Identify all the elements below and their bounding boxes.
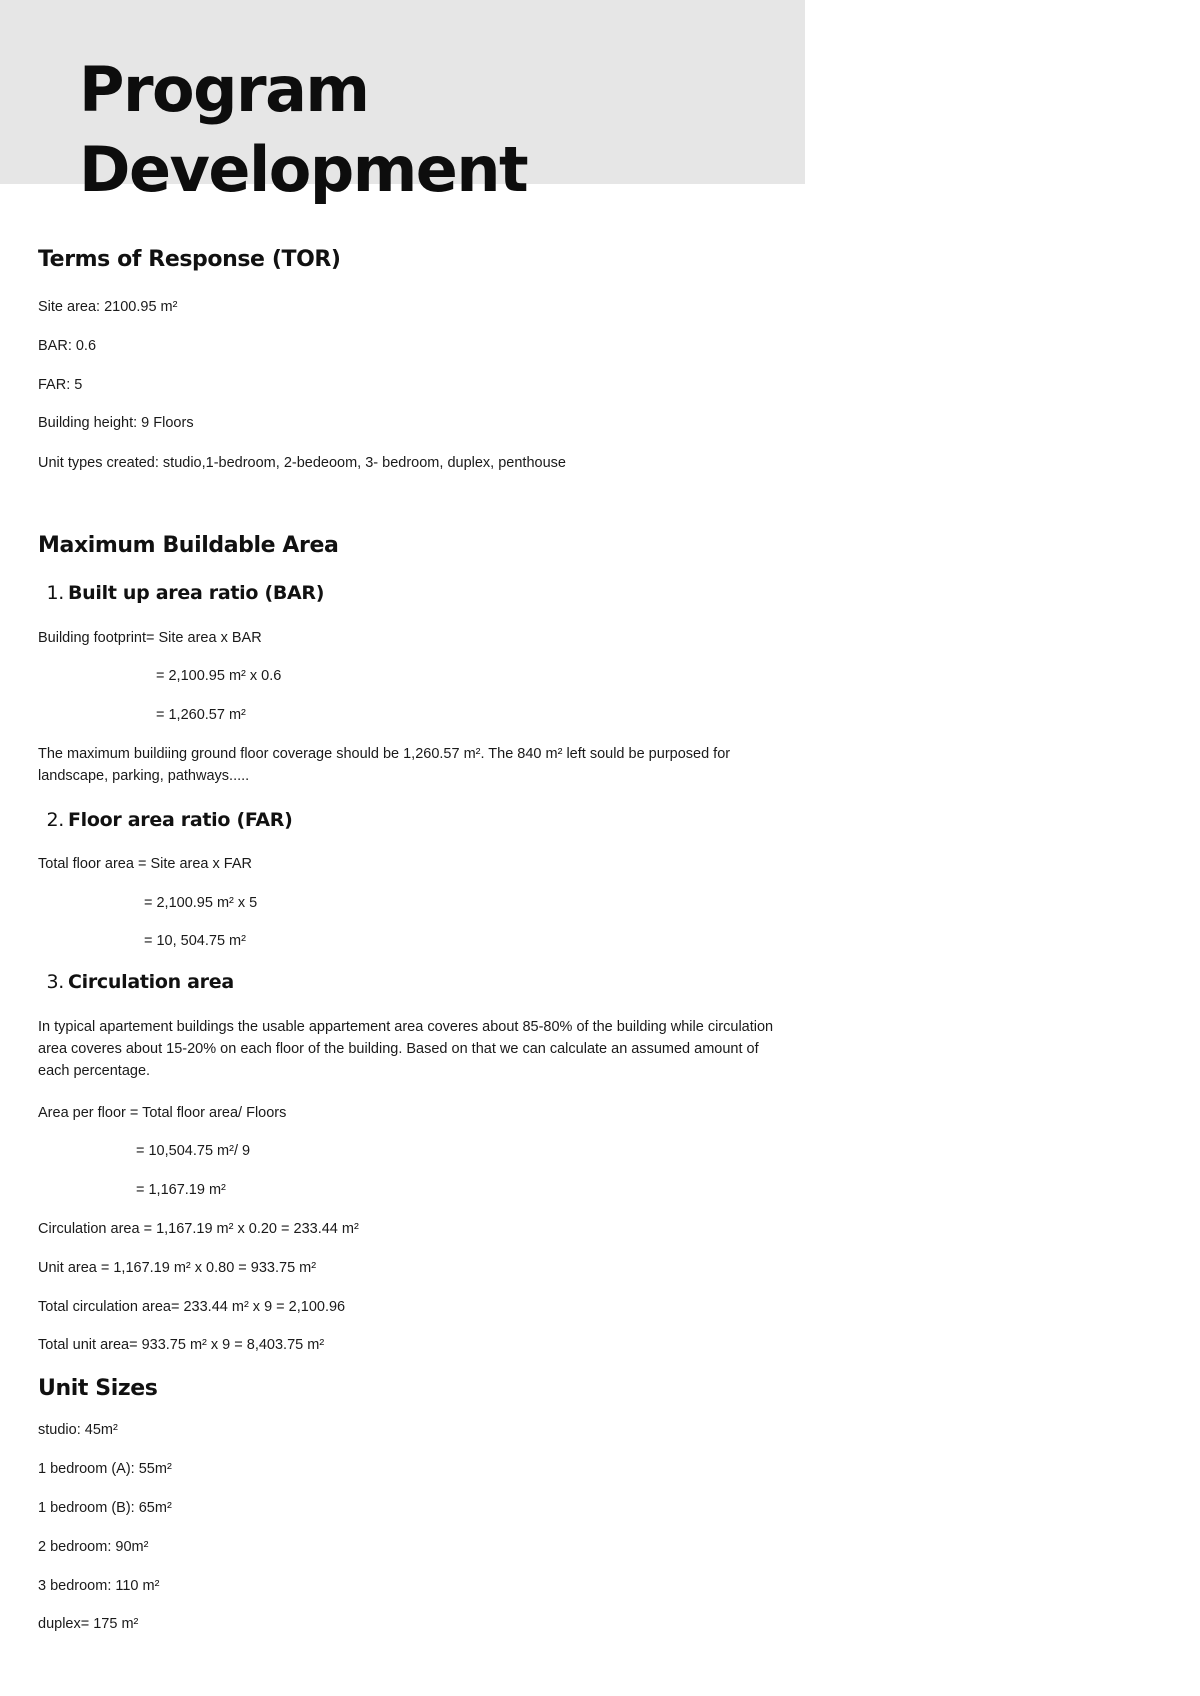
unit-area-calc: Unit area = 1,167.19 m² x 0.80 = 933.75 m² bbox=[38, 1260, 317, 1276]
unit-size-item: 3 bedroom: 110 m² bbox=[38, 1578, 160, 1594]
circulation-section-heading bbox=[32, 969, 234, 995]
circulation-intro: In typical apartement buildings the usable appartement area coveres about 85-80% of the building while circulation area coveres about 15-20% on each floor of the building. Based on that we can calculate an assumed amount of each percentage. bbox=[38, 1019, 774, 1079]
max-buildable-heading: Maximum Buildable Area bbox=[38, 533, 339, 558]
unit-size-item: 1 bedroom (A): 55m² bbox=[38, 1461, 172, 1477]
total-unit-calc: Total unit area= 933.75 m² x 9 = 8,403.75 m² bbox=[38, 1337, 325, 1353]
bar-step-1: = 2,100.95 m² x 0.6 bbox=[156, 668, 282, 684]
unit-size-item: studio: 45m² bbox=[38, 1422, 118, 1438]
tor-building-height: Building height: 9 Floors bbox=[38, 415, 194, 431]
far-section-title: Floor area ratio (FAR) bbox=[68, 809, 293, 831]
unit-sizes-heading: Unit Sizes bbox=[38, 1376, 158, 1401]
far-section-number: 2. bbox=[46, 809, 64, 831]
title-banner bbox=[0, 0, 805, 206]
far-section-heading bbox=[32, 807, 292, 833]
area-per-floor-step-2: = 1,167.19 m² bbox=[136, 1182, 226, 1198]
tor-unit-types: Unit types created: studio,1-bedroom, 2-bedeoom, 3- bedroom, duplex, penthouse bbox=[38, 455, 566, 471]
circulation-section-title: Circulation area bbox=[68, 971, 234, 993]
page-title: Program Development bbox=[79, 53, 528, 206]
bar-note: The maximum buildiing ground floor coverage should be 1,260.57 m². The 840 m² left sould be purposed for landscape, parking, pathways..... bbox=[38, 746, 731, 784]
far-step-2: = 10, 504.75 m² bbox=[144, 933, 246, 949]
bar-section-heading bbox=[32, 580, 324, 606]
bar-formula: Building footprint= Site area x BAR bbox=[38, 630, 262, 646]
tor-bar: BAR: 0.6 bbox=[38, 338, 97, 354]
unit-size-item: 1 bedroom (B): 65m² bbox=[38, 1500, 172, 1516]
tor-heading: Terms of Response (TOR) bbox=[38, 247, 341, 272]
far-step-1: = 2,100.95 m² x 5 bbox=[144, 895, 258, 911]
unit-size-item: 2 bedroom: 90m² bbox=[38, 1539, 149, 1555]
total-circulation-calc: Total circulation area= 233.44 m² x 9 = 2,100.96 bbox=[38, 1299, 346, 1315]
tor-far: FAR: 5 bbox=[38, 377, 83, 393]
bar-section-title: Built up area ratio (BAR) bbox=[68, 582, 325, 604]
bar-section-number: 1. bbox=[46, 582, 64, 604]
tor-site-area: Site area: 2100.95 m² bbox=[38, 299, 178, 315]
bar-step-2: = 1,260.57 m² bbox=[156, 707, 246, 723]
area-per-floor-formula: Area per floor = Total floor area/ Floors bbox=[38, 1105, 287, 1121]
unit-size-item: duplex= 175 m² bbox=[38, 1616, 139, 1632]
circulation-area-calc: Circulation area = 1,167.19 m² x 0.20 = 233.44 m² bbox=[38, 1221, 359, 1237]
far-formula: Total floor area = Site area x FAR bbox=[38, 856, 252, 872]
circulation-section-number: 3. bbox=[46, 971, 64, 993]
area-per-floor-step-1: = 10,504.75 m²/ 9 bbox=[136, 1143, 251, 1159]
